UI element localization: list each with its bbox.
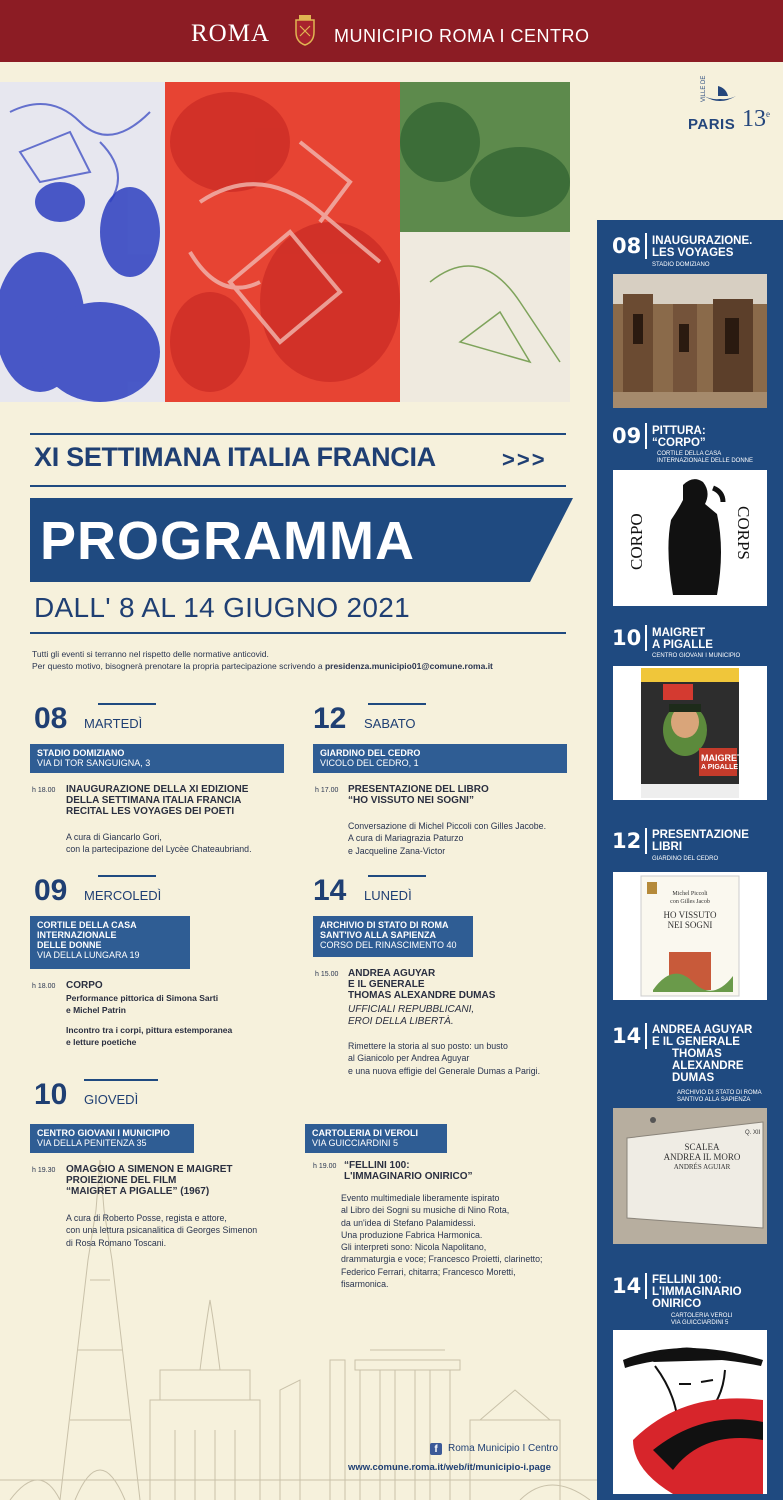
sidebar-09-divider — [645, 423, 647, 449]
event-10-title: OMAGGIO A SIMENON E MAIGRET PROIEZIONE DEL FILM “MAIGRET A PIGALLE” (1967) — [66, 1164, 233, 1197]
website-link[interactable]: www.comune.roma.it/web/it/municipio-i.page — [348, 1462, 551, 1473]
event-09-title: CORPO — [66, 980, 103, 991]
sidebar-14b-day: 14 — [612, 1274, 642, 1298]
festival-dates: DALL' 8 AL 14 GIUGNO 2021 — [34, 592, 411, 623]
venue-stadio-domiziano: STADIO DOMIZIANO VIA DI TOR SANGUIGNA, 3 — [30, 744, 284, 773]
event-10-description: A cura di Roberto Posse, regista e attore, con una lettura psicanalitica di Georges Simenon di Rosa Romano Toscani. — [66, 1213, 258, 1248]
facebook-icon[interactable]: f — [430, 1443, 442, 1455]
corps-label: CORPS — [734, 506, 753, 560]
event-12-title: PRESENTAZIONE DEL LIBRO “HO VISSUTO NEI SOGNI” — [348, 784, 489, 806]
hour-14b: h 19.00 — [313, 1163, 337, 1170]
venue-archivio-di-stato: ARCHIVIO DI STATO DI ROMA SANT'IVO ALLA SAPIENZA CORSO DEL RINASCIMENTO 40 — [313, 916, 473, 957]
sidebar-09-day: 09 — [612, 424, 642, 448]
day-10-name: GIOVEDÌ — [84, 1092, 139, 1107]
corpo-label: CORPO — [627, 513, 646, 570]
stadio-domiziano-photo — [613, 274, 767, 408]
title-top-rule — [30, 433, 566, 435]
day-10-number: 10 — [34, 1078, 68, 1111]
event-14-subtitle: UFFICIALI REPUBBLICANI, EROI DELLA LIBERTÀ. — [348, 1004, 475, 1027]
paris-13-logo — [678, 75, 772, 136]
day-12-rule — [368, 703, 426, 705]
sidebar-14a-day: 14 — [612, 1024, 642, 1048]
municipio-label: MUNICIPIO ROMA I CENTRO — [334, 26, 590, 46]
sidebar-14b-divider — [645, 1273, 647, 1299]
sidebar-08-title: INAUGURAZIONE. LES VOYAGES — [652, 235, 753, 259]
festival-title: XI SETTIMANA ITALIA FRANCIA — [34, 442, 436, 472]
day-09-name: MERCOLEDÌ — [84, 888, 162, 903]
day-08-name: MARTEDÌ — [84, 716, 143, 731]
book-cover-image — [613, 872, 767, 1000]
hour-14: h 15.00 — [315, 971, 339, 978]
roma-crest-icon — [292, 14, 318, 46]
corpo-artwork-image — [613, 470, 767, 606]
ville-de-label: VILLE DE — [701, 75, 707, 102]
title-bottom-rule — [30, 485, 566, 487]
hour-12: h 17.00 — [315, 787, 339, 794]
sidebar-12-day: 12 — [612, 829, 642, 853]
event-08-title: INAUGURAZIONE DELLA XI EDIZIONE DELLA SETTIMANA ITALIA FRANCIA RECITAL LES VOYAGES DEI POETI — [66, 784, 249, 817]
sidebar-14a-divider — [645, 1023, 647, 1049]
venue-giardino-del-cedro: GIARDINO DEL CEDRO VICOLO DEL CEDRO, 1 — [313, 744, 567, 773]
sidebar-08-divider — [645, 233, 647, 259]
events-sidebar — [597, 220, 783, 1500]
contact-email-link[interactable]: presidenza.municipio01@comune.roma.it — [324, 661, 493, 671]
day-14-number: 14 — [313, 874, 347, 907]
maigret-poster-title: MAIGRET A PIGALLE — [701, 753, 743, 771]
paris-label: PARIS — [688, 116, 736, 133]
event-14b-title: “FELLINI 100: L'IMMAGINARIO ONIRICO” — [344, 1160, 473, 1182]
day-14-rule — [368, 875, 426, 877]
anticovid-notice: Tutti gli eventi si terranno nel rispetto delle normative anticovid. Per questo motivo, bisognerà prenotare la propria partecipazione scrivendo a presidenza.municipio01@comune.roma.it — [32, 649, 493, 671]
scalea-sign-text: SCALEA ANDREA IL MORO ANDRÉS AGUIAR — [663, 1142, 741, 1171]
programma-heading: PROGRAMMA — [40, 511, 415, 571]
event-12-description: Conversazione di Michel Piccoli con Gilles Jacobe. A cura di Mariagrazia Paturzo e Jacqueline Zana-Victor — [348, 821, 547, 856]
sign-quarter-label: Q. XII — [745, 1130, 761, 1136]
event-08-description: A cura di Giancarlo Gori, con la partecipazione del Lycèe Chateaubriand. — [66, 832, 252, 855]
event-09-performers: Performance pittorica di Simona Sarti e Michel Patrin — [66, 993, 219, 1015]
venue-casa-internazionale-donne: CORTILE DELLA CASA INTERNAZIONALE DELLE DONNE VIA DELLA LUNGARA 19 — [30, 916, 190, 969]
sidebar-12-title: PRESENTAZIONE LIBRI — [652, 829, 749, 853]
sidebar-12-divider — [645, 828, 647, 854]
day-10-rule — [84, 1079, 158, 1081]
sidebar-10-title: MAIGRET A PIGALLE — [652, 627, 713, 651]
maigret-poster-image — [613, 666, 767, 800]
sidebar-08-venue: STADIO DOMIZIANO — [652, 262, 710, 268]
venue-cartoleria-di-veroli: CARTOLERIA DI VEROLI VIA GUICCIARDINI 5 — [305, 1124, 447, 1153]
event-14-title: ANDREA AGUYAR E IL GENERALE THOMAS ALEXANDRE DUMAS — [348, 968, 496, 1001]
facebook-page-link[interactable]: Roma Municipio I Centro — [448, 1443, 559, 1454]
event-14-description: Rimettere la storia al suo posto: un busto al Gianicolo per Andrea Aguyar e una nuova effigie del Generale Dumas a Parigi. — [348, 1041, 541, 1076]
sidebar-09-title: PITTURA: “CORPO” — [652, 425, 706, 449]
sidebar-09-venue: CORTILE DELLA CASA INTERNAZIONALE DELLE DONNE — [657, 451, 754, 464]
day-09-number: 09 — [34, 874, 68, 907]
hour-09: h 18.00 — [32, 983, 56, 990]
book-cover-text: Michel Piccoli con Gilles Jacob HO VISSUTO NEI SOGNI — [663, 891, 717, 930]
title-arrows: >>> — [502, 447, 547, 472]
paris-ship-icon — [702, 84, 738, 104]
dates-rule — [30, 632, 566, 634]
sidebar-12-venue: GIARDINO DEL CEDRO — [652, 856, 719, 862]
sidebar-10-day: 10 — [612, 626, 642, 650]
sidebar-14a-venue: ARCHIVIO DI STATO DI ROMA SANTIVO ALLA SAPIENZA — [677, 1090, 762, 1103]
header-bar — [0, 0, 783, 62]
day-12-name: SABATO — [364, 716, 416, 731]
sidebar-14a-title: ANDREA AGUYAR E IL GENERALE THOMAS ALEXANDRE DUMAS — [652, 1024, 753, 1084]
sidebar-08-day: 08 — [612, 234, 642, 258]
hero-painting-image — [0, 82, 570, 402]
roma-label: ROMA — [191, 20, 271, 47]
sidebar-10-venue: CENTRO GIOVANI I MUNICIPIO — [652, 653, 741, 659]
day-12-number: 12 — [313, 702, 347, 735]
sidebar-10-divider — [645, 625, 647, 651]
scalea-sign-photo — [613, 1108, 767, 1244]
event-14b-description: Evento multimediale liberamente ispirato al Libro dei Sogni su musiche di Nino Rota, da un'idea di Stefano Palamidessi. Una produzione Fabrica Harmonica. Gli interpreti sono: Nicola Napolitano, drammaturgia e voce; Francesco Proietti, clarinetto; Federico Ferrari, chitarra; Francesco Moretti, fisarmonica. — [341, 1193, 543, 1290]
day-09-rule — [98, 875, 156, 877]
hour-10: h 19.30 — [32, 1167, 56, 1174]
day-14-name: LUNEDÌ — [364, 888, 412, 903]
day-08-rule — [98, 703, 156, 705]
venue-centro-giovani: CENTRO GIOVANI I MUNICIPIO VIA DELLA PENITENZA 35 — [30, 1124, 194, 1153]
day-08-number: 08 — [34, 702, 68, 735]
event-09-description: Incontro tra i corpi, pittura estemporanea e letture poetiche — [66, 1025, 233, 1047]
sidebar-14b-venue: CARTOLERIA VEROLI VIA GUICCIARDINI 5 — [671, 1313, 733, 1326]
hour-08: h 18.00 — [32, 787, 56, 794]
sidebar-14b-title: FELLINI 100: L'IMMAGINARIO ONIRICO — [652, 1274, 742, 1310]
fellini-caricature-image — [613, 1330, 767, 1494]
arrondissement-number: 13e — [742, 106, 770, 132]
